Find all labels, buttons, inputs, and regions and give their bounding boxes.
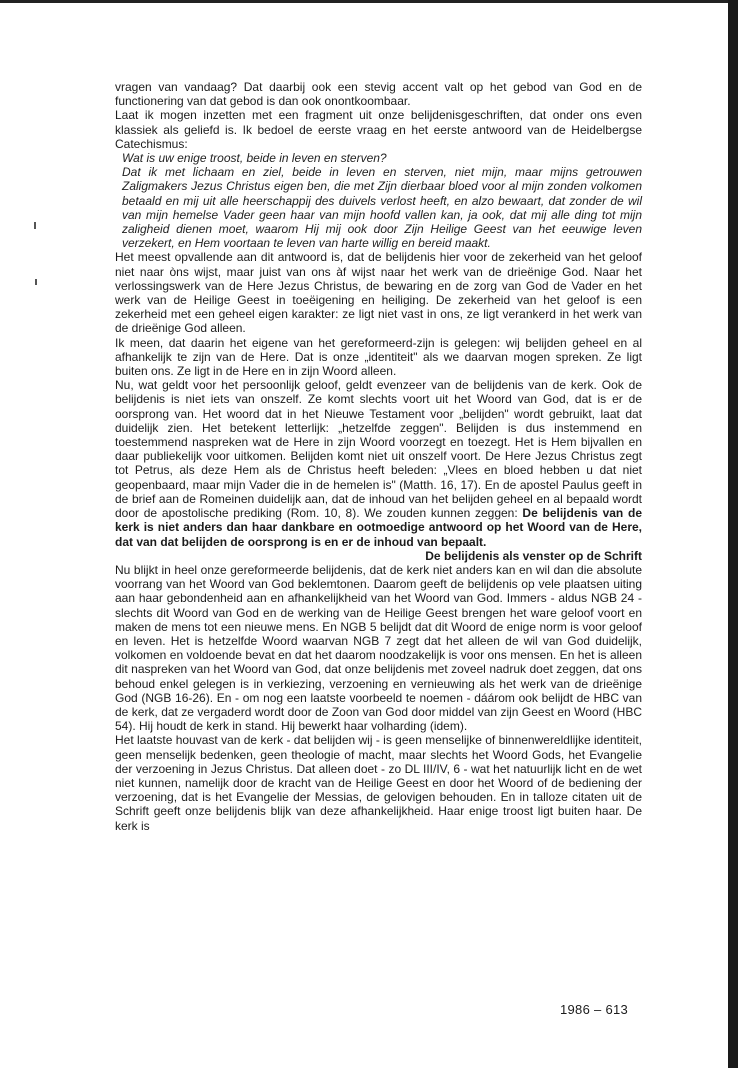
margin-mark	[34, 222, 36, 229]
article-body	[115, 80, 642, 833]
paragraph: Het laatste houvast van de kerk - dat belijden wij - is geen menselijke of binnenwereldlijke identiteit, geen menselijk bedenken, geen theologie of macht, maar slechts het Woord Gods, het Evangelie der verzoening in Jezus Christus. Dat alleen doet - zo DL III/IV, 6 - wat het natuurlijk licht en de wet niet kunnen, namelijk door de kracht van de Heilige Geest en door het Woord of de bediening der verzoening, dat is het Evangelie der Messias, de gelovigen behouden. En in talloze citaten uit de Schrift geeft onze belijdenis blijk van deze afhankelijkheid. Haar enige troost ligt buiten haar. De kerk is	[115, 733, 642, 833]
scan-top-edge	[0, 0, 738, 3]
page-number: 1986 – 613	[560, 1002, 629, 1017]
paragraph: vragen van vandaag? Dat daarbij ook een stevig accent valt op het gebod van God en de functionering van dat gebod is dan ook onontkoombaar.	[115, 80, 642, 109]
paragraph-text: Nu, wat geldt voor het persoonlijk geloof, geldt evenzeer van de belijdenis van de kerk. Ook de belijdenis is niet iets van onszelf. Ze komt slechts voort uit het Woord van God, dat is er de oorsprong van. Het woord dat in het Nieuwe Testament voor „belijden" wordt gebruikt, laat dat duidelijk zien. Het betekent letterlijk: „hetzelfde zeggen". Belijden is dus instemmend en toestemmend naspreken wat de Here in zijn Woord voorzegt en toezegt. Het is Hem bijvallen en daar publiekelijk voor uitkomen. Belijden komt niet uit onszelf voort. De Here Jezus Christus zegt tot Petrus, als deze Hem als de Christus heeft beleden: „Vlees en bloed hebben u dat niet geopenbaard, maar mijn Vader die in de hemelen is" (Matth. 16, 17). En de apostel Paulus geeft in de brief aan de Romeinen duidelijk aan, dat de inhoud van het belijden geheel en al bepaald wordt door de apostolische prediking (Rom. 10, 8). We zouden kunnen zeggen:	[115, 378, 642, 521]
paragraph: Ik meen, dat daarin het eigene van het gereformeerd-zijn is gelegen: wij belijden geheel en al afhankelijk te zijn van de Here. Dat is onze „identiteit" als we daarvan mogen spreken. Ze ligt buiten ons. Ze ligt in de Here en in zijn Woord alleen.	[115, 335, 642, 379]
paragraph-emphasis: De belijdenis van de kerk is niet anders dan haar dankbare en ootmoedige antwoord op het Woord van de Here, dat van dat belijden de oorsprong is en er de inhoud van bepaalt.	[115, 506, 642, 549]
section-heading: De belijdenis als venster op de Schrift	[425, 548, 642, 563]
paragraph: Laat ik mogen inzetten met een fragment uit onze belijdenisgeschriften, dat onder ons even klassiek als geliefd is. Ik bedoel de eerste vraag en het eerste antwoord van de Heidelbergse Catechismus:	[115, 108, 642, 151]
paragraph: Nu blijkt in heel onze gereformeerde belijdenis, dat de kerk niet anders kan en wil dan die absolute voorrang van het Woord van God beklemtonen. Daarom geeft de belijdenis op vele plaatsen uiting aan haar gebondenheid aan en afhankelijkheid van het Woord van God. Immers - aldus NGB 24 - slechts dit Woord van God en de werking van de Heilige Geest brengen het ware geloof voort en maken de mens tot een nieuwe mens. En NGB 5 belijdt dat dit Woord de enige norm is voor geloof en leven. Het is hetzelfde Woord waarvan NGB 7 zegt dat het alleen de wil van God duidelijk, volkomen en voldoende bevat en dat het daarom noodzakelijk is voor ons mensen. En het is alleen dit naspreken van het Woord van God, dat onze belijdenis met zoveel nadruk doet zeggen, dat ons behoud enkel gelegen is in verkiezing, verzoening en vernieuwing als het werk van de drieënige God (NGB 16-26). En - om nog een laatste voorbeeld te noemen - dáárom ook belijdt de HBC van de kerk, dat ze vergaderd wordt door de Zoon van God door middel van zijn Geest en Woord (HBC 54). Hij houdt de kerk in stand. Hij bewerkt haar volharding (idem).	[115, 562, 642, 734]
paragraph: Het meest opvallende aan dit antwoord is, dat de belijdenis hier voor de zekerheid van het geloof niet naar òns wijst, maar juist van ons àf wijst naar het werk van de drieënige God. Naar het verlossingswerk van de Here Jezus Christus, de bewaring en de zorg van God de Vader en het werk van de Heilige Geest in toeëigening en heiliging. De zekerheid van het geloof is een zekerheid met een geheel eigen karakter: ze ligt niet vast in ons, ze ligt verankerd in het werk van de drieënige God alleen.	[115, 250, 642, 336]
paragraph	[115, 378, 642, 548]
catechism-question: Wat is uw enige troost, beide in leven en sterven?	[122, 151, 387, 166]
catechism-answer: Dat ik met lichaam en ziel, beide in leven en sterven, niet mijn, maar mijns getrouwen Zaligmakers Jezus Christus eigen ben, die met Zijn dierbaar bloed voor al mijn zonden volkomen betaald en mij uit alle heerschappij des duivels verlost heeft, en alzo bewaart, dat zonder de wil van mijn hemelse Vader geen haar van mijn hoofd vallen kan, ja ook, dat mij alle ding tot mijn zaligheid dienen moet, waarom Hij mij ook door Zijn Heilige Geest van het eeuwige leven verzekert, en Hem voortaan te leven van harte willig en bereid maakt.	[122, 165, 642, 251]
scan-right-edge	[728, 0, 738, 1068]
margin-mark	[35, 279, 37, 285]
